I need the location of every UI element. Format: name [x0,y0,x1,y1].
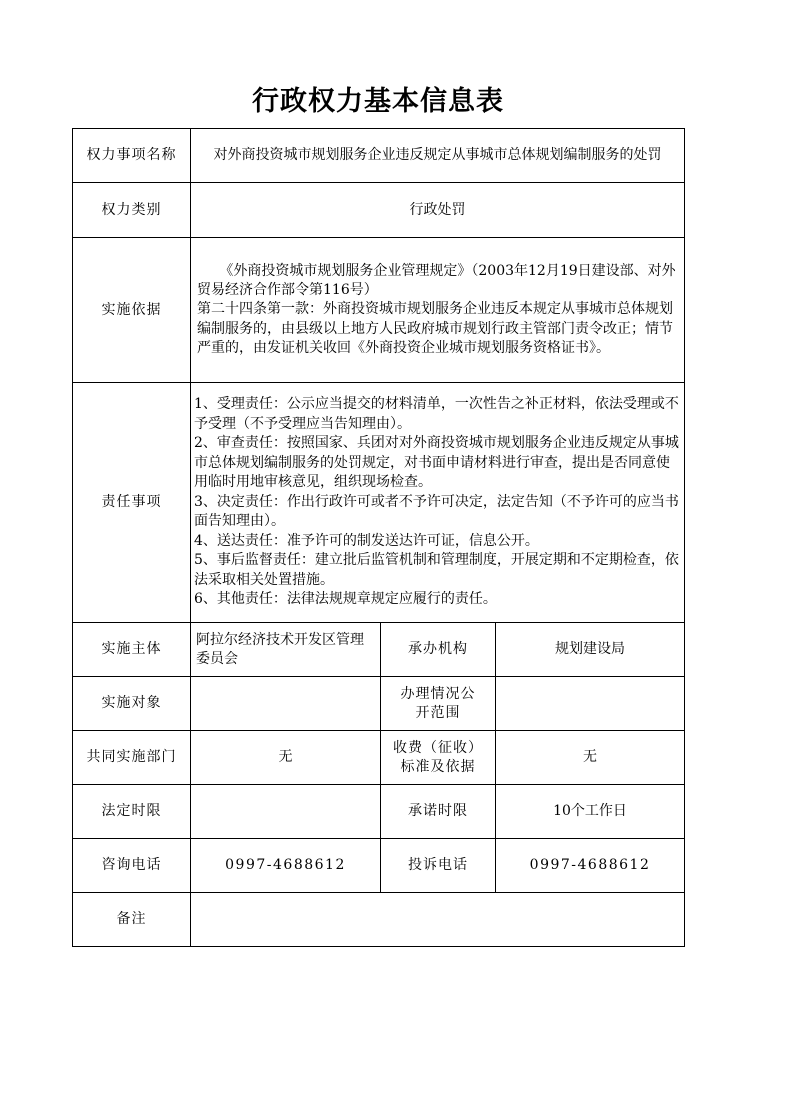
value-responsibility [191,383,685,623]
label-implementer: 实施主体 [73,623,191,677]
label-joint-dept: 共同实施部门 [73,731,191,785]
label-consult-phone: 咨询电话 [73,839,191,893]
value-target [191,677,381,731]
table-row-power-name [73,129,685,183]
label-handling-agency: 承办机构 [381,623,496,677]
label-disclosure-scope: 办理情况公开范围 [381,677,496,731]
basis-paragraph: 《外商投资城市规划服务企业管理规定》（2003年12月19日建设部、对外贸易经济合作部令第116号） [197,262,676,299]
label-fee-basis: 收费（征收）标准及依据 [381,731,496,785]
page-title: 行政权力基本信息表 [252,86,504,117]
value-joint-dept: 无 [191,731,381,785]
value-promised-time-limit: 10个工作日 [496,785,685,839]
table-row-joint-dept [73,731,685,785]
table-row-responsibility [73,383,685,623]
info-table [72,128,685,947]
value-remarks [191,893,685,947]
table-row-time-limit [73,785,685,839]
label-power-name: 权力事项名称 [73,129,191,183]
table-row-target [73,677,685,731]
value-legal-time-limit [191,785,381,839]
table-row-basis [73,238,685,383]
label-power-type: 权力类别 [73,183,191,238]
responsibility-item: 3、决定责任：作出行政许可或者不予许可决定，法定告知（不予许可的应当书面告知理由）。 [194,493,679,530]
value-basis [191,238,685,383]
value-power-type: 行政处罚 [191,183,685,238]
label-basis: 实施依据 [73,238,191,383]
table-row-power-type [73,183,685,238]
label-responsibility: 责任事项 [73,383,191,623]
value-complaint-phone: 0997-4688612 [496,839,685,893]
table-row-phone [73,839,685,893]
value-fee-basis: 无 [496,731,685,785]
table-row-implementer [73,623,685,677]
responsibility-item: 1、受理责任：公示应当提交的材料清单，一次性告之补正材料，依法受理或不予受理（不予受理应当告知理由）。 [194,396,679,432]
label-target: 实施对象 [73,677,191,731]
responsibility-item: 6、其他责任：法律法规规章规定应履行的责任。 [194,591,497,608]
value-power-name: 对外商投资城市规划服务企业违反规定从事城市总体规划编制服务的处罚 [191,129,685,183]
label-promised-time-limit: 承诺时限 [381,785,496,839]
label-remarks: 备注 [73,893,191,947]
label-complaint-phone: 投诉电话 [381,839,496,893]
label-legal-time-limit: 法定时限 [73,785,191,839]
responsibility-item: 4、送达责任：准予许可的制发送达许可证，信息公开。 [194,532,539,549]
value-disclosure-scope [496,677,685,731]
value-consult-phone: 0997-4688612 [191,839,381,893]
value-implementer: 阿拉尔经济技术开发区管理委员会 [191,623,381,677]
responsibility-item: 5、事后监督责任：建立批后监管机制和管理制度，开展定期和不定期检查，依法采取相关处置措施。 [194,552,679,588]
value-handling-agency: 规划建设局 [496,623,685,677]
responsibility-item: 2、审查责任：按照国家、兵团对对外商投资城市规划服务企业违反规定从事城市总体规划编制服务的处罚规定，对书面申请材料进行审查，提出是否同意使用临时用地审核意见，组织现场检查。 [194,435,679,491]
table-row-remarks [73,893,685,947]
basis-paragraph: 第二十四条第一款：外商投资城市规划服务企业违反本规定从事城市总体规划编制服务的，由县级以上地方人民政府城市规划行政主管部门责令改正；情节严重的，由发证机关收回《外商投资企业城市规划服务资格证书》。 [197,301,673,356]
